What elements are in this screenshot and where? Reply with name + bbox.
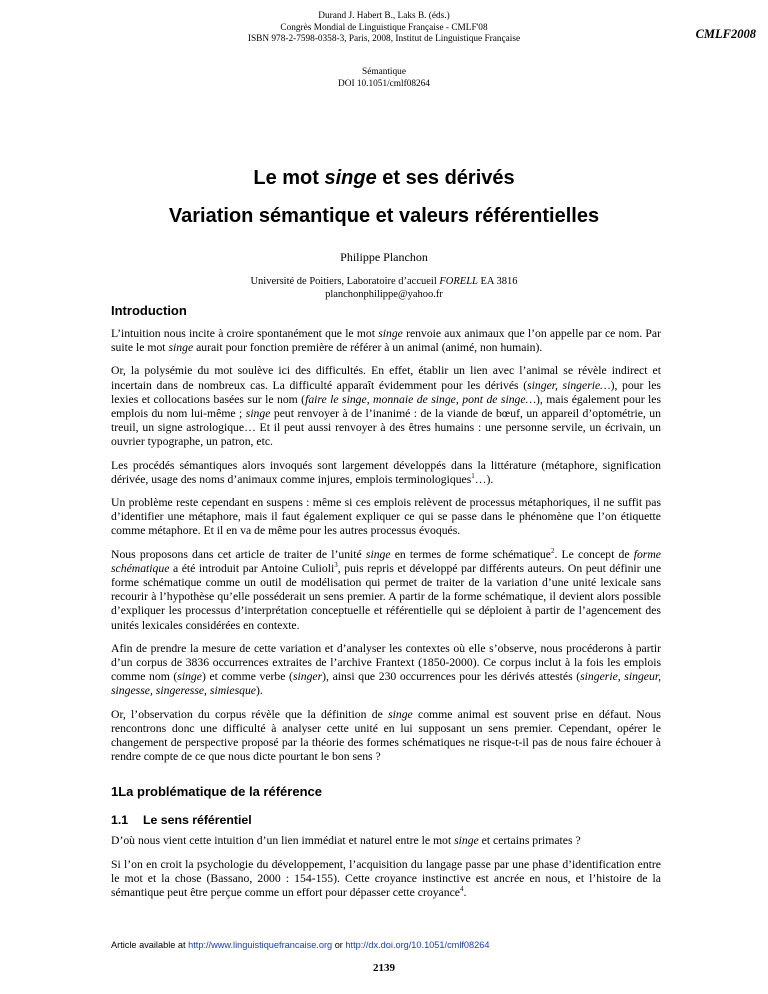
- author-name: Philippe Planchon: [340, 250, 428, 264]
- paragraph: L’intuition nous incite à croire spontanément que le mot singe renvoie aux animaux que l’on appelle par ce nom. Par suite le mot singe aurait pour fonction première de référer à un animal (animé, non humain).: [111, 327, 661, 355]
- author-email: planchonphilippe@yahoo.fr: [325, 289, 443, 300]
- paragraph: Si l’on en croit la psychologie du développement, l’acquisition du langage passe par une phase d’identification entre le mot et la chose (Bassano, 2000 : 154-155). Cette croyance instinctive est ancrée en nous, et l’histoire de la sémantique peut être perçue comme un effort pour dépasser cette croyance$^4$.: [111, 857, 661, 900]
- publication-header: [0, 11, 768, 46]
- paper-body: [111, 303, 661, 909]
- doi-link[interactable]: http://dx.doi.org/10.1051/cmlf08264: [345, 940, 490, 950]
- section-doi: DOI 10.1051/cmlf08264: [338, 78, 430, 89]
- paper-title: Le mot singe et ses dérivés: [253, 167, 515, 189]
- paragraph: Or, l’observation du corpus révèle que la définition de singe comme animal est souvent prise en défaut. Nous rencontrons donc une difficulté à analyser cette unité en lui supposant un sens premier. Cependant, opérer le changement de perspective proposé par la théorie des formes schématiques ne risque-t-il pas de nous faire échouer à rendre compte de ce que nous dicte pourtant le bon sens ?: [111, 707, 661, 764]
- header-conference: Congrès Mondial de Linguistique Française - CMLF'08: [280, 22, 488, 33]
- section-info: [0, 67, 768, 90]
- paragraph: D’où nous vient cette intuition d’un lien immédiat et naturel entre le mot singe et certains primates ?: [111, 834, 581, 848]
- paragraph: Or, la polysémie du mot soulève ici des difficultés. En effet, établir un lien avec l’animal se révèle indirect et incertain dans de nombreux cas. La difficulté apparaît évidemment pour les dérivés (singer, singerie…), pour les lexies et collocations basées sur le nom (faire le singe, monnaie de singe, pont de singe…), mais également pour les emplois du nom lui-même ; singe peut renvoyer à de l’inanimé : de la viande de bœuf, un appareil d’optométrie, un treuil, un signe astrologique… Et il peut aussi renvoyer à des êtres humains : une personne servile, un écrivain, un ouvrier typographe, un patron, etc.: [111, 364, 662, 449]
- footnote-ref[interactable]: 2: [550, 546, 555, 555]
- paragraph: Nous proposons dans cet article de traiter de l’unité singe en termes de forme schématique$^2$. Le concept de forme schématique a été introduit par Antoine Culioli$^3$, puis repris et développé par différents auteurs. On peut définir une forme schématique comme un outil de modélisation qui permet de traiter de la variation d’une unité lexicale sans recourir à l’hypothèse qu’elle posséderait un sens premier. A partir de la forme schématique, il devient alors possible d’expliquer les processus d’interprétation conceptuelle et référentielle qui se déploient à partir de l’agencement des unités lexicales considérées en contexte.: [111, 546, 662, 632]
- header-editors: Durand J. Habert B., Laks B. (éds.): [318, 11, 450, 21]
- paragraph: Un problème reste cependant en suspens : même si ces emplois relèvent de processus métaphoriques, il ne suffit pas d’identifier une métaphore, mais il faut également expliquer ce qui se passe dans le phénomène que l’on étiquette comme métaphore. Et il en va de même pour les autres processus évoqués.: [111, 496, 661, 538]
- subsection-heading-1-1: 1.1 Le sens référentiel: [111, 813, 252, 828]
- footnote-ref[interactable]: 4: [459, 885, 464, 894]
- paper-subtitle: Variation sémantique et valeurs référentielles: [168, 205, 600, 227]
- linguistique-francaise-link[interactable]: http://www.linguistiquefrancaise.org: [188, 940, 333, 950]
- paragraph: Afin de prendre la mesure de cette variation et d’analyser les contextes où elle s’observe, nous procéderons à partir d’un corpus de 3836 occurrences extraites de l’archive Frantext (1850-2000). Ce corpus inclut à la fois les emplois comme nom (singe) et comme verbe (singer), ainsi que 230 occurrences pour les dérivés attestés (singerie, singeur, singesse, singeresse, simiesque).: [111, 641, 661, 698]
- conference-brand: CMLF2008: [695, 27, 756, 41]
- article-availability-footer: Article available at http://www.linguistiquefrancaise.org or http://dx.doi.org/10.1051/cmlf08264: [111, 940, 490, 950]
- page-number: 2139: [373, 962, 395, 974]
- paragraph: Les procédés sémantiques alors invoqués sont largement développés dans la littérature (métaphore, signification dérivée, usage des noms d’animaux comme injures, emplois terminologiques$^1$…).: [111, 458, 661, 486]
- header-isbn: ISBN 978-2-7598-0358-3, Paris, 2008, Institut de Linguistique Française: [247, 34, 521, 44]
- section-category: Sémantique: [362, 67, 406, 77]
- section-heading-introduction: Introduction: [111, 303, 187, 318]
- section-heading-1: 1La problématique de la référence: [111, 784, 322, 800]
- footnote-ref[interactable]: 3: [334, 560, 338, 569]
- author-affiliation: Université de Poitiers, Laboratoire d’accueil FORELL EA 3816 planchonphilippe@yahoo.fr: [0, 275, 768, 301]
- footnote-ref[interactable]: 1: [471, 471, 475, 480]
